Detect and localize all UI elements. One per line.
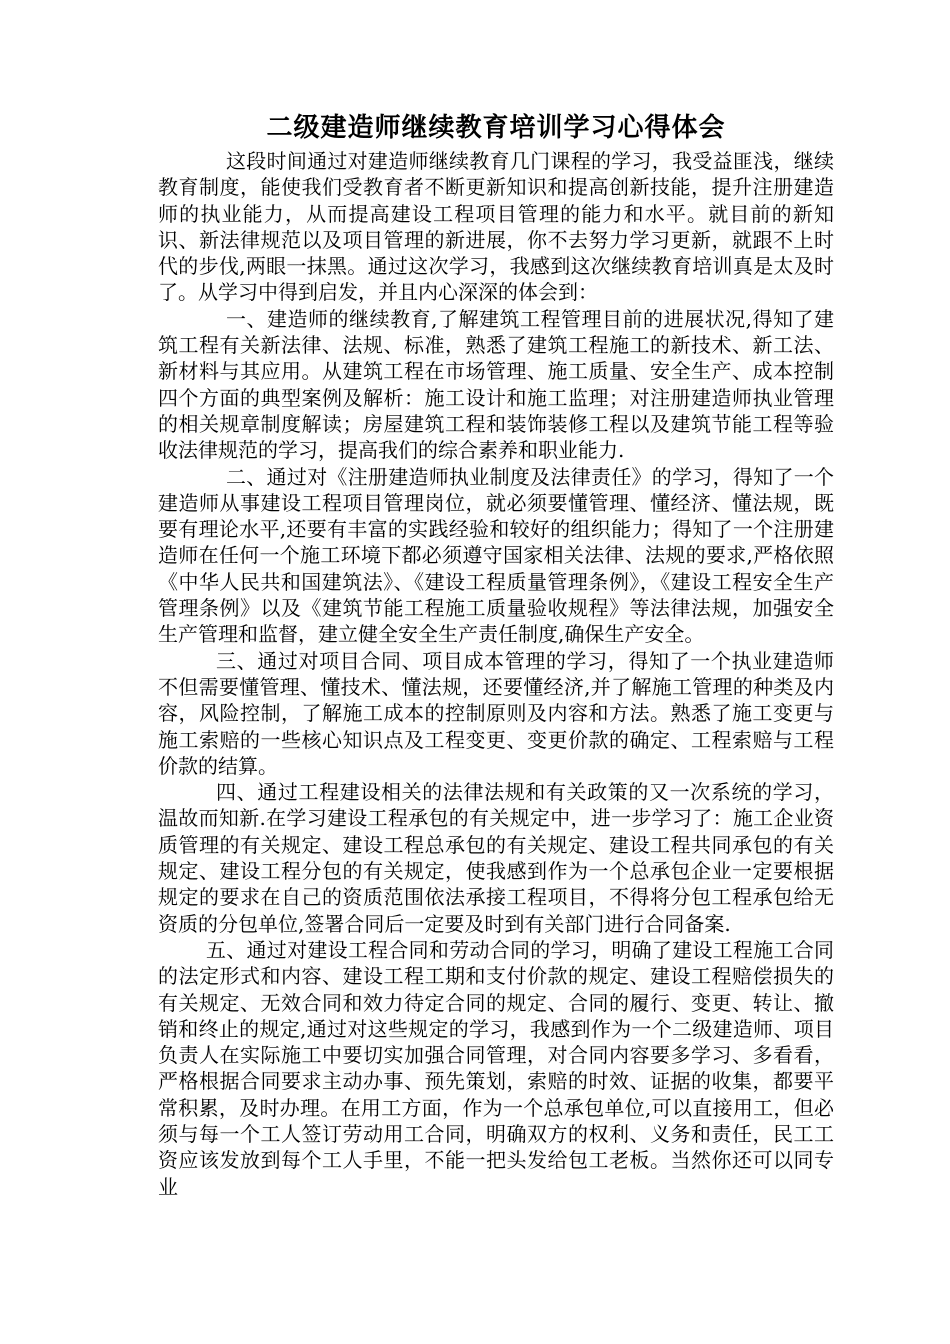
intro-paragraph: 这段时间通过对建造师继续教育几门课程的学习，我受益匪浅，继续教育制度，能使我们受教育者不断更新知识和提高创新技能，提升注册建造师的执业能力，从而提高建设工程项目管理的能力和水平。就目前的新知识、新法律规范以及项目管理的新进展，你不去努力学习更新，就跟不上时代的步伐,两眼一抹黑。通过这次学习，我感到这次继续教育培训真是太及时了。从学习中得到启发，并且内心深深的体会到： [158,149,834,305]
section-three-paragraph: 三、通过对项目合同、项目成本管理的学习，得知了一个执业建造师不但需要懂管理、懂技术、懂法规，还要懂经济,并了解施工管理的种类及内容，风险控制，了解施工成本的控制原则及内容和方法。熟悉了施工变更与施工索赔的一些核心知识点及工程变更、变更价款的确定、工程索赔与工程价款的结算。 [158,648,834,778]
document-page [158,108,834,1200]
section-two-paragraph: 二、通过对《注册建造师执业制度及法律责任》的学习，得知了一个建造师从事建设工程项目管理岗位，就必须要懂管理、懂经济、懂法规，既要有理论水平,还要有丰富的实践经验和较好的组织能力；得知了一个注册建造师在任何一个施工环境下都必须遵守国家相关法律、法规的要求,严格依照《中华人民共和国建筑法》、《建设工程质量管理条例》，《建设工程安全生产管理条例》以及《建筑节能工程施工质量验收规程》等法律法规，加强安全生产管理和监督，建立健全安全生产责任制度,确保生产安全。 [158,464,834,647]
document-title: 二级建造师继续教育培训学习心得体会 [266,113,726,143]
section-one-paragraph: 一、建造师的继续教育,了解建筑工程管理目前的进展状况,得知了建筑工程有关新法律、法规、标准，熟悉了建筑工程施工的新技术、新工法、新材料与其应用。从建筑工程在市场管理、施工质量、安全生产、成本控制四个方面的典型案例及解析：施工设计和施工监理；对注册建造师执业管理的相关规章制度解读；房屋建筑工程和装饰装修工程以及建筑节能工程等验收法律规范的学习，提高我们的综合素养和职业能力. [158,306,834,463]
section-four-paragraph: 四、通过工程建设相关的法律法规和有关政策的又一次系统的学习，温故而知新.在学习建设工程承包的有关规定中，进一步学习了：施工企业资质管理的有关规定、建设工程总承包的有关规定、建设工程共同承包的有关规定、建设工程分包的有关规定，使我感到作为一个总承包企业一定要根据规定的要求在自己的资质范围依法承接工程项目，不得将分包工程承包给无资质的分包单位,签署合同后一定要及时到有关部门进行合同备案. [158,780,834,936]
section-five-paragraph: 五、通过对建设工程合同和劳动合同的学习，明确了建设工程施工合同的法定形式和内容、建设工程工期和支付价款的规定、建设工程赔偿损失的有关规定、无效合同和效力待定合同的规定、合同的履行、变更、转让、撤销和终止的规定,通过对这些规定的学习，我感到作为一个二级建造师、项目负责人在实际施工中要切实加强合同管理，对合同内容要多学习、多看看，严格根据合同要求主动办事、预先策划，索赔的时效、证据的收集，都要平常积累，及时办理。在用工方面，作为一个总承包单位,可以直接用工，但必须与每一个工人签订劳动用工合同，明确双方的权利、义务和责任，民工工资应该发放到每个工人手里，不能一把头发给包工老板。当然你还可以同专业 [158,937,834,1199]
